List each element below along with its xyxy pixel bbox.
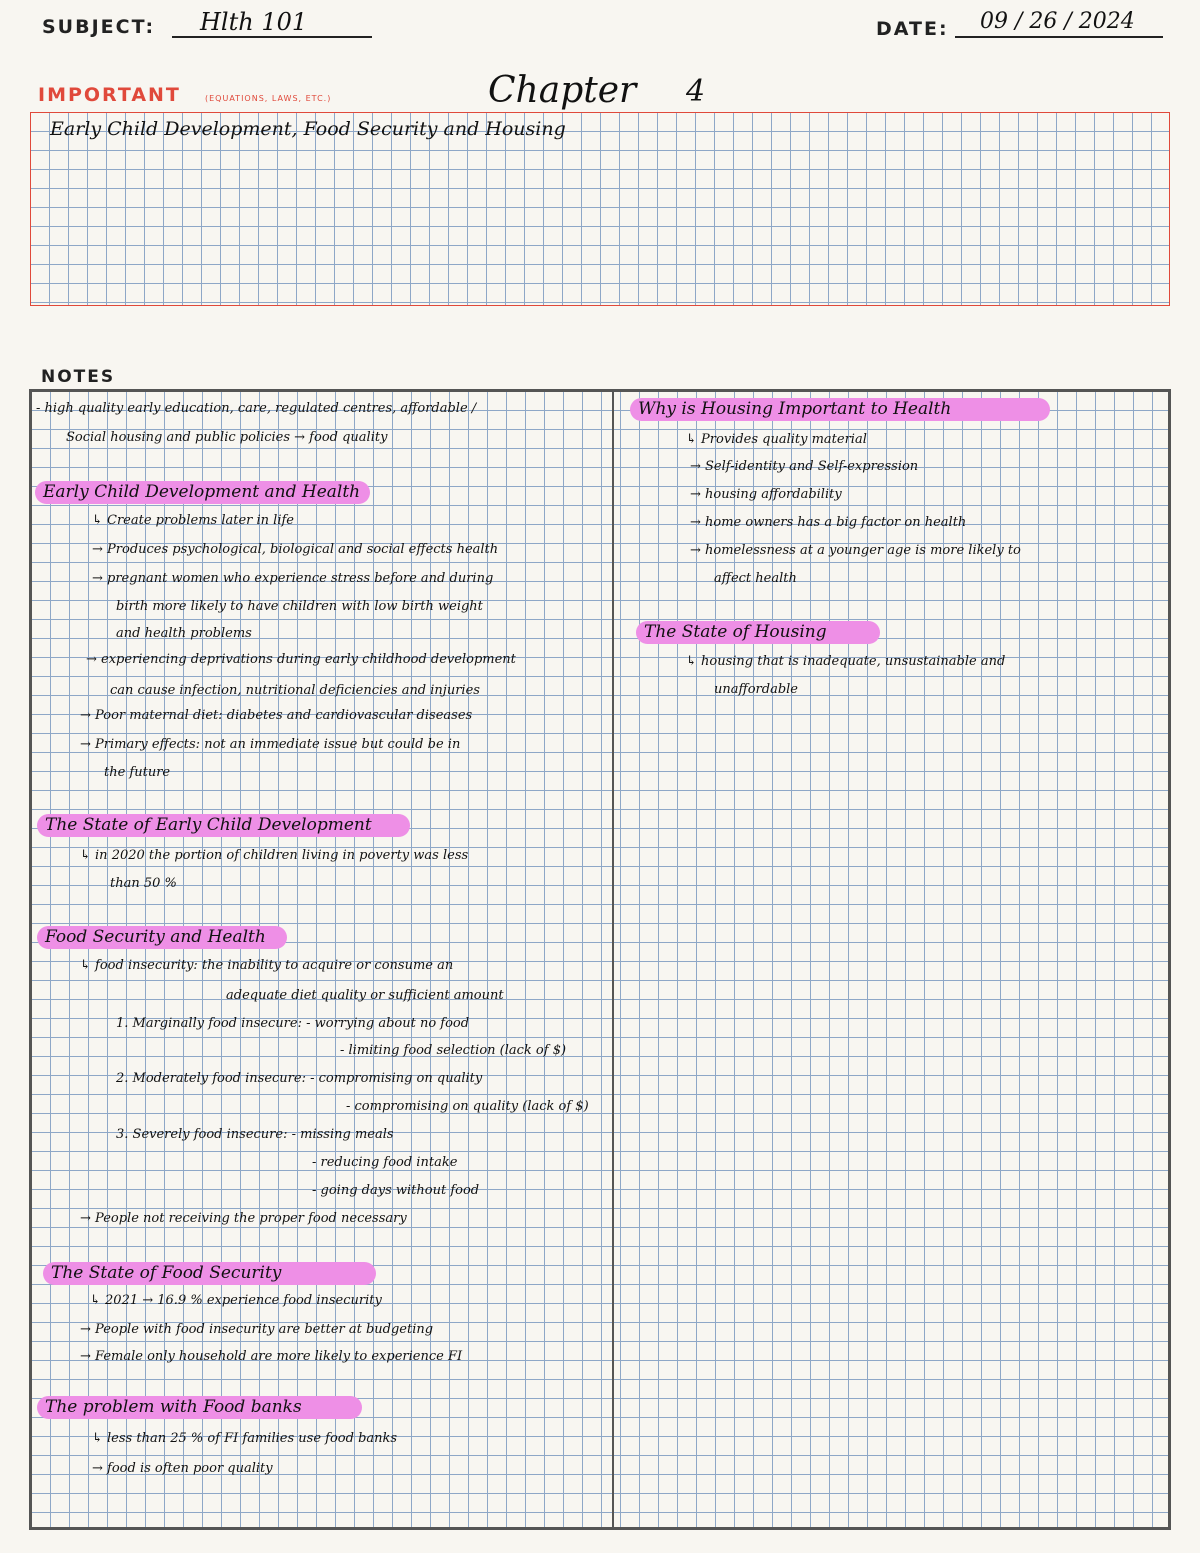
note-line: ↳ Create problems later in life	[92, 513, 295, 528]
heading-food-security-health: Food Security and Health	[37, 926, 287, 949]
note-line: ↳ housing that is inadequate, unsustainable and	[686, 654, 1006, 669]
chapter-number: 4	[686, 74, 706, 109]
subject-underline	[172, 36, 372, 38]
note-line: affect health	[714, 571, 797, 586]
intro-line: Social housing and public policies → food quality	[66, 430, 388, 445]
note-line: → Female only household are more likely to experience FI	[80, 1349, 463, 1364]
subject-value: Hlth 101	[200, 8, 308, 36]
note-line: adequate diet quality or sufficient amount	[226, 988, 504, 1003]
note-line: → People with food insecurity are better at budgeting	[80, 1322, 434, 1337]
heading-housing-health: Why is Housing Important to Health	[630, 398, 1050, 421]
heading-state-early-child: The State of Early Child Development	[37, 814, 410, 837]
note-line: 2. Moderately food insecure: - compromising on quality	[116, 1071, 483, 1086]
intro-line: - high quality early education, care, regulated centres, affordable /	[36, 401, 477, 416]
note-line: → housing affordability	[690, 487, 842, 502]
important-sublabel: (EQUATIONS, LAWS, ETC.)	[205, 94, 332, 103]
chapter-title: Chapter	[488, 70, 637, 111]
heading-state-housing: The State of Housing	[636, 621, 880, 644]
note-line: ↳ food insecurity: the inability to acquire or consume an	[80, 958, 454, 973]
note-line: → food is often poor quality	[92, 1461, 273, 1476]
note-line: → Self-identity and Self-expression	[690, 459, 919, 474]
note-line: → Poor maternal diet: diabetes and cardiovascular diseases	[80, 708, 473, 723]
note-line: - going days without food	[312, 1183, 480, 1198]
note-line: ↳ less than 25 % of FI families use food banks	[92, 1431, 398, 1446]
date-underline	[955, 36, 1163, 38]
date-label: DATE:	[876, 18, 949, 40]
note-line: → experiencing deprivations during early childhood development	[86, 652, 516, 667]
note-line: → home owners has a big factor on health	[690, 515, 967, 530]
note-line: and health problems	[116, 626, 252, 641]
heading-problem-food-banks: The problem with Food banks	[37, 1396, 362, 1419]
note-line: 1. Marginally food insecure: - worrying about no food	[116, 1016, 470, 1031]
note-line: → pregnant women who experience stress before and during	[92, 571, 494, 586]
subject-label: SUBJECT:	[42, 16, 156, 38]
note-line: than 50 %	[110, 876, 177, 891]
note-line: ↳ 2021 → 16.9 % experience food insecurity	[90, 1293, 382, 1308]
note-line: → Produces psychological, biological and social effects health	[92, 542, 499, 557]
note-line: birth more likely to have children with low birth weight	[116, 599, 483, 614]
note-line: → People not receiving the proper food necessary	[80, 1211, 407, 1226]
note-line: ↳ in 2020 the portion of children living in poverty was less	[80, 848, 469, 863]
note-line: ↳ Provides quality material	[686, 432, 867, 447]
notes-label: NOTES	[41, 367, 116, 387]
note-line: unaffordable	[714, 682, 798, 697]
heading-state-food-security: The State of Food Security	[43, 1262, 376, 1285]
important-label: IMPORTANT	[38, 84, 181, 106]
note-line: can cause infection, nutritional deficiencies and injuries	[110, 683, 480, 698]
heading-early-child-health: Early Child Development and Health	[35, 481, 370, 504]
note-line: 3. Severely food insecure: - missing meals	[116, 1127, 394, 1142]
important-text: Early Child Development, Food Security and Housing	[50, 118, 566, 140]
important-box	[30, 112, 1170, 306]
column-divider	[612, 389, 614, 1530]
note-line: - limiting food selection (lack of $)	[340, 1043, 567, 1058]
date-value: 09 / 26 / 2024	[980, 9, 1135, 34]
note-line: - reducing food intake	[312, 1155, 458, 1170]
note-line: → Primary effects: not an immediate issue but could be in	[80, 737, 461, 752]
note-line: → homelessness at a younger age is more likely to	[690, 543, 1021, 558]
note-line: - compromising on quality (lack of $)	[346, 1099, 589, 1114]
note-line: the future	[104, 765, 171, 780]
